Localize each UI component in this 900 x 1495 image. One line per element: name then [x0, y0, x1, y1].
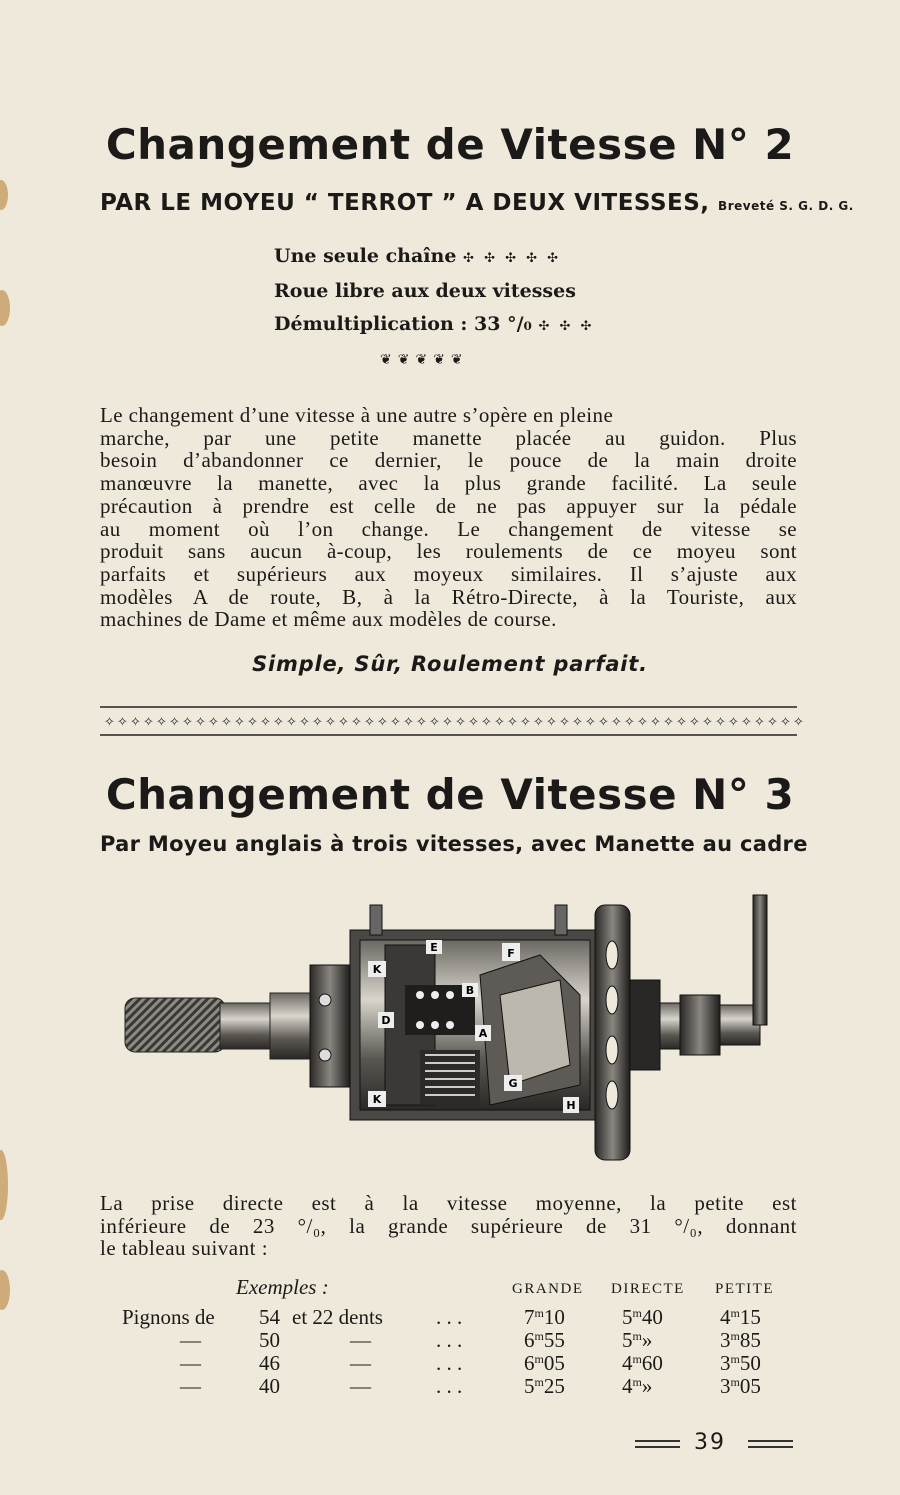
column-header-grande: GRANDE [512, 1281, 584, 1297]
divider-ornament-icon: ✧ [351, 715, 362, 730]
divider-ornament-icon: ✧ [104, 715, 115, 730]
page-number [620, 1428, 800, 1458]
divider-ornament-icon: ✧ [702, 715, 713, 730]
paragraph-line: le tableau suivant : [100, 1236, 269, 1260]
divider-ornament-icon: ✧ [260, 715, 271, 730]
divider-ornament-icon: ✧ [442, 715, 453, 730]
paragraph-line: Le changement d’une vitesse à une autre s’opère en pleine [100, 403, 614, 427]
divider-ornament-icon: ✧ [585, 715, 596, 730]
rule [748, 1446, 793, 1448]
divider-ornament-icon: ✧ [663, 715, 674, 730]
divider-ornament-icon: ✧ [195, 715, 206, 730]
row-teeth: 50 [259, 1328, 280, 1352]
page-number-text: 39 [694, 1430, 726, 1455]
divider-ornament-icon: ✧ [247, 715, 258, 730]
feature-item [274, 240, 674, 275]
column-header-directe: DIRECTE [611, 1281, 685, 1297]
paragraph-line: au moment où l’on change. Le changement de vitesse se [100, 516, 797, 541]
section2-title: Changement de Vitesse N° 3 [105, 770, 795, 819]
paragraph-line: marche, par une petite manette placée au guidon. Plus [100, 425, 797, 450]
flower-ornament-icon: ❦❦❦❦❦ [380, 352, 469, 368]
paper-stain [0, 1270, 10, 1310]
hub-label: K [372, 1093, 382, 1106]
divider-ornament-icon: ✧ [117, 715, 128, 730]
divider-ornament-icon: ✧ [494, 715, 505, 730]
cell-petite: 3$^m$50 [720, 1351, 761, 1375]
divider-ornament-icon: ✧ [143, 715, 154, 730]
row-suffix: — [350, 1328, 371, 1352]
row-leader: . . . [436, 1351, 463, 1375]
cell-grande: 6$^m$55 [524, 1328, 565, 1352]
cell-petite: 4$^m$15 [720, 1305, 761, 1329]
feature-text: Roue libre aux deux vitesses [274, 280, 576, 302]
hub-label: F [507, 947, 515, 960]
rule [748, 1440, 793, 1442]
feature-list [274, 240, 674, 343]
divider-ornament-icon: ✧ [637, 715, 648, 730]
row-suffix: — [350, 1374, 371, 1398]
section1-tagline: Simple, Sûr, Roulement parfait. [252, 652, 648, 676]
cell-directe: 5$^m$» [622, 1328, 653, 1352]
column-header-petite: PETITE [715, 1281, 774, 1297]
row-prefix: — [180, 1328, 201, 1352]
feature-item [274, 308, 674, 343]
section1-subtitle-text: PAR LE MOYEU “ TERROT ” A DEUX VITESSES, [100, 190, 710, 216]
divider-ornament-icon: ✧ [676, 715, 687, 730]
paragraph-line: La prise directe est à la vitesse moyenne, la petite est [100, 1191, 797, 1215]
paragraph-line: précaution à prendre est celle de ne pas appuyer sur la pédale [100, 493, 797, 518]
divider-ornament-icon: ✧ [520, 715, 531, 730]
cell-grande: 7$^m$10 [524, 1305, 565, 1329]
divider-ornament-icon: ✧ [533, 715, 544, 730]
divider-ornament-icon: ✧ [312, 715, 323, 730]
divider-ornament-icon: ✧ [559, 715, 570, 730]
paper-stain [0, 1150, 8, 1220]
rule [635, 1446, 680, 1448]
row-teeth: 54 [259, 1305, 280, 1329]
divider-ornament-icon: ✧ [754, 715, 765, 730]
ornament-icon: ✣ ✣ ✣ ✣ ✣ [463, 251, 562, 266]
divider-ornament-icon: ✧ [481, 715, 492, 730]
cell-directe: 5$^m$40 [622, 1305, 663, 1329]
divider-ornament-icon: ✧ [624, 715, 635, 730]
section2-subtitle: Par Moyeu anglais à trois vitesses, avec Manette au cadre [100, 832, 808, 856]
cell-petite: 3$^m$85 [720, 1328, 761, 1352]
examples-label: Exemples : [236, 1275, 329, 1299]
cell-grande: 5$^m$25 [524, 1374, 565, 1398]
divider-ornament-icon: ✧ [130, 715, 141, 730]
divider-ornament-icon: ✧ [468, 715, 479, 730]
feature-item [274, 275, 674, 308]
hub-label: A [478, 1027, 488, 1040]
paragraph-line: besoin d’abandonner ce dernier, le pouce de la main droite [100, 448, 797, 473]
cell-petite: 3$^m$05 [720, 1374, 761, 1398]
section1-subtitle [100, 190, 854, 216]
three-speed-hub-illustration [120, 885, 780, 1170]
divider-ornament-icon: ✧ [689, 715, 700, 730]
divider-ornament-icon: ✧ [546, 715, 557, 730]
paragraph-line: produit sans aucun à-coup, les roulements de ce moyeu sont [100, 539, 797, 564]
patent-note: Breveté S. G. D. G. [718, 199, 854, 213]
hub-label: D [381, 1014, 391, 1027]
paragraph-line: manœuvre la manette, avec la plus grande facilité. La seule [100, 471, 797, 496]
divider-ornament-icon: ✧ [767, 715, 778, 730]
row-prefix: — [180, 1351, 201, 1375]
divider-ornament-icon: ✧ [390, 715, 401, 730]
row-prefix: — [180, 1374, 201, 1398]
hub-label: B [465, 984, 475, 997]
ornamental-divider [100, 705, 804, 737]
divider-ornament-icon: ✧ [169, 715, 180, 730]
row-suffix: — [350, 1351, 371, 1375]
section1-paragraph [100, 404, 797, 631]
row-suffix: et 22 dents [292, 1305, 383, 1329]
hub-label: E [430, 941, 438, 954]
section1-title: Changement de Vitesse N° 2 [105, 120, 795, 169]
divider-ornament-icon: ✧ [273, 715, 284, 730]
rule [635, 1440, 680, 1442]
divider-ornament-icon: ✧ [403, 715, 414, 730]
divider-ornament-icon: ✧ [338, 715, 349, 730]
divider-ornament-icon: ✧ [286, 715, 297, 730]
paragraph-line: machines de Dame et même aux modèles de course. [100, 607, 557, 632]
divider-ornament-icon: ✧ [715, 715, 726, 730]
divider-ornament-icon: ✧ [416, 715, 427, 730]
feature-text: Une seule chaîne [274, 245, 457, 267]
hub-label: H [566, 1099, 576, 1112]
row-prefix: Pignons de [122, 1305, 215, 1329]
cell-directe: 4$^m$» [622, 1374, 653, 1398]
ornament-icon: ✣ ✣ ✣ [538, 319, 595, 334]
divider-ornament-icon: ✧ [650, 715, 661, 730]
cell-grande: 6$^m$05 [524, 1351, 565, 1375]
hub-label: K [372, 963, 382, 976]
divider-ornament-icon: ✧ [572, 715, 583, 730]
paper-stain [0, 180, 8, 210]
row-leader: . . . [436, 1328, 463, 1352]
feature-text: Démultiplication : 33 °/₀ [274, 313, 532, 335]
divider-ornament-icon: ✧ [455, 715, 466, 730]
paragraph-line: inférieure de 23 °/₀, la grande supérieure de 31 °/₀, donnant [100, 1213, 797, 1238]
row-teeth: 46 [259, 1351, 280, 1375]
divider-ornament-icon: ✧ [299, 715, 310, 730]
divider-ornament-icon: ✧ [507, 715, 518, 730]
divider-ornament-icon: ✧ [598, 715, 609, 730]
divider-ornament-icon: ✧ [364, 715, 375, 730]
divider-ornament-icon: ✧ [182, 715, 193, 730]
divider-ornament-icon: ✧ [221, 715, 232, 730]
divider-ornament-icon: ✧ [377, 715, 388, 730]
hub-label: G [508, 1077, 518, 1090]
divider-ornament-icon: ✧ [156, 715, 167, 730]
divider-ornament-icon: ✧ [234, 715, 245, 730]
paragraph-line: modèles A de route, B, à la Rétro-Directe, à la Touriste, aux [100, 584, 797, 609]
divider-ornament-icon: ✧ [780, 715, 791, 730]
divider-ornament-icon: ✧ [429, 715, 440, 730]
divider-ornament-icon: ✧ [208, 715, 219, 730]
cell-directe: 4$^m$60 [622, 1351, 663, 1375]
divider-ornament-icon: ✧ [728, 715, 739, 730]
row-leader: . . . [436, 1305, 463, 1329]
paragraph-line: parfaits et supérieurs aux moyeux similaires. Il s’ajuste aux [100, 561, 797, 586]
divider-ornament-icon: ✧ [741, 715, 752, 730]
divider-ornament-icon: ✧ [325, 715, 336, 730]
row-leader: . . . [436, 1374, 463, 1398]
divider-ornament-icon: ✧ [611, 715, 622, 730]
paper-stain [0, 290, 10, 326]
row-teeth: 40 [259, 1374, 280, 1398]
divider-ornament-icon: ✧ [793, 715, 804, 730]
section2-paragraph [100, 1192, 797, 1260]
